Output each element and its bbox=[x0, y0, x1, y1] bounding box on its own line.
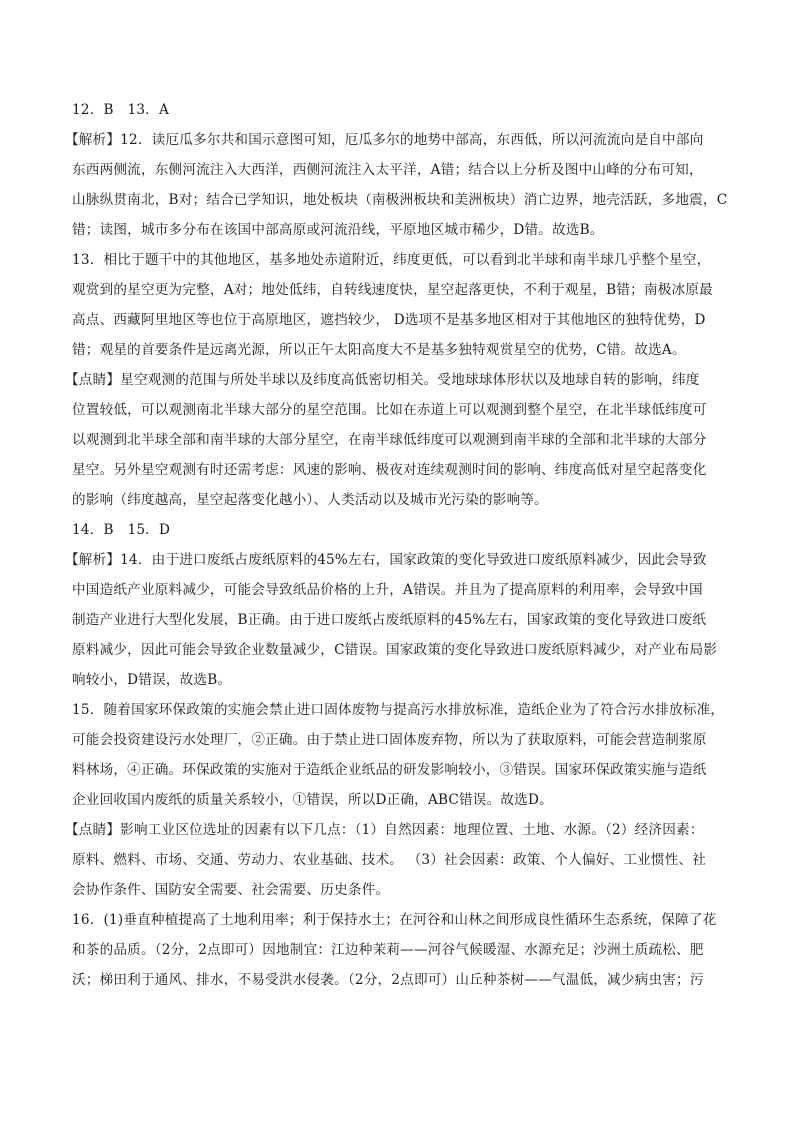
analysis-line: 高点、西藏阿里地区等也位于高原地区，遮挡较少， D选项不是基多地区相对于其他地区的独特优势，D bbox=[72, 312, 706, 328]
analysis-line: 山脉纵贯南北，B对；结合已学知识，地处板块（南极洲板块和美洲板块）消亡边界，地壳活跃，多地震，C bbox=[72, 192, 728, 208]
analysis-line: 15．随着国家环保政策的实施会禁止进口固体废物与提高污水排放标准，造纸企业为了符合污水排放标准， bbox=[72, 702, 725, 718]
key-point-line: 位置较低，可以观测南北半球大部分的星空范围。比如在赤道上可以观测到整个星空，在北半球低纬度可 bbox=[72, 402, 707, 418]
analysis-line: 制造产业进行大型化发展，B正确。由于进口废纸占废纸原料的45%左右，国家政策的变化导致进口废纸 bbox=[72, 612, 707, 628]
key-point-line: 以观测到北半球全部和南半球的大部分星空，在南半球低纬度可以观测到南半球的全部和北半球的大部分 bbox=[72, 432, 707, 448]
answer-header-14-15: 14．B 15．D bbox=[72, 522, 171, 538]
answer-16-line: 和茶的品质。（2分，2点即可）因地制宜：江边种茉莉——河谷气候暖湿、水源充足；沙洲土质疏松、肥 bbox=[72, 942, 704, 958]
analysis-line: 错；观星的首要条件是远离光源，所以正午太阳高度大不是基多独特观赏星空的优势，C错。故选A。 bbox=[72, 342, 686, 358]
answer-16-line: 沃；梯田利于通风、排水，不易受洪水侵袭。（2分，2点即可）山丘种茶树——气温低，减少病虫害；污 bbox=[72, 972, 704, 988]
analysis-line: 料林场，④正确。环保政策的实施对于造纸企业纸品的研发影响较小，③错误。国家环保政策实施与造纸 bbox=[72, 762, 707, 778]
key-point-line: 的影响（纬度越高，星空起落变化越小）、人类活动以及城市光污染的影响等。 bbox=[72, 492, 548, 508]
analysis-line: 【解析】12．读厄瓜多尔共和国示意图可知，厄瓜多尔的地势中部高，东西低，所以河流流向是自中部向 bbox=[65, 132, 704, 148]
analysis-line: 可能会投资建设污水处理厂，②正确。由于禁止进口固体废弃物，所以为了获取原料，可能会营造制浆原 bbox=[72, 732, 707, 748]
analysis-line: 东西两侧流，东侧河流注入大西洋，西侧河流注入太平洋，A错；结合以上分析及图中山峰的分布可知， bbox=[72, 162, 703, 178]
key-point-line: 【点睛】星空观测的范围与所处半球以及纬度高低密切相关。受地球球体形状以及地球自转的影响，纬度 bbox=[65, 372, 700, 388]
answer-header-12-13: 12．B 13．A bbox=[72, 102, 169, 118]
analysis-line: 13．相比于题干中的其他地区，基多地处赤道附近，纬度更低，可以看到北半球和南半球几乎整个星空， bbox=[72, 252, 711, 268]
key-point-line: 星空。另外星空观测有时还需考虑：风速的影响、极夜对连续观测时间的影响、纬度高低对星空起落变化 bbox=[72, 462, 707, 478]
key-point-line: 【点睛】影响工业区位选址的因素有以下几点：（1）自然因素：地理位置、土地、水源。（2）经济因素： bbox=[65, 822, 704, 838]
analysis-line: 错；读图，城市多分布在该国中部高原或河流沿线，平原地区城市稀少，D错。故选B。 bbox=[72, 222, 604, 238]
analysis-line: 企业回收国内废纸的质量关系较小，①错误，所以D正确，ABC错误。故选D。 bbox=[72, 792, 553, 808]
analysis-line: 响较小，D错误，故选B。 bbox=[72, 672, 232, 688]
analysis-line: 中国造纸产业原料减少，可能会导致纸品价格的上升，A错误。并且为了提高原料的利用率，会导致中国 bbox=[72, 582, 703, 598]
key-point-line: 会协作条件、国防安全需要、社会需要、历史条件。 bbox=[72, 882, 390, 898]
analysis-line: 【解析】14．由于进口废纸占废纸原料的45%左右，国家政策的变化导致进口废纸原料减少，因此会导致 bbox=[65, 552, 707, 568]
analysis-line: 观赏到的星空更为完整，A对；地处低纬，自转线速度快，星空起落更快，不利于观星，B错；南极冰原最 bbox=[72, 282, 713, 298]
analysis-line: 原料减少，因此可能会导致企业数量减少，C错误。国家政策的变化导致进口废纸原料减少，对产业布局影 bbox=[72, 642, 718, 658]
answer-16-line: 16．(1)垂直种植提高了土地利用率；利于保持水土；在河谷和山林之间形成良性循环生态系统，保障了花 bbox=[72, 912, 717, 928]
key-point-line: 原料、燃料、市场、交通、劳动力、农业基础、技术。 （3）社会因素：政策、个人偏好、工业惯性、社 bbox=[72, 852, 707, 868]
